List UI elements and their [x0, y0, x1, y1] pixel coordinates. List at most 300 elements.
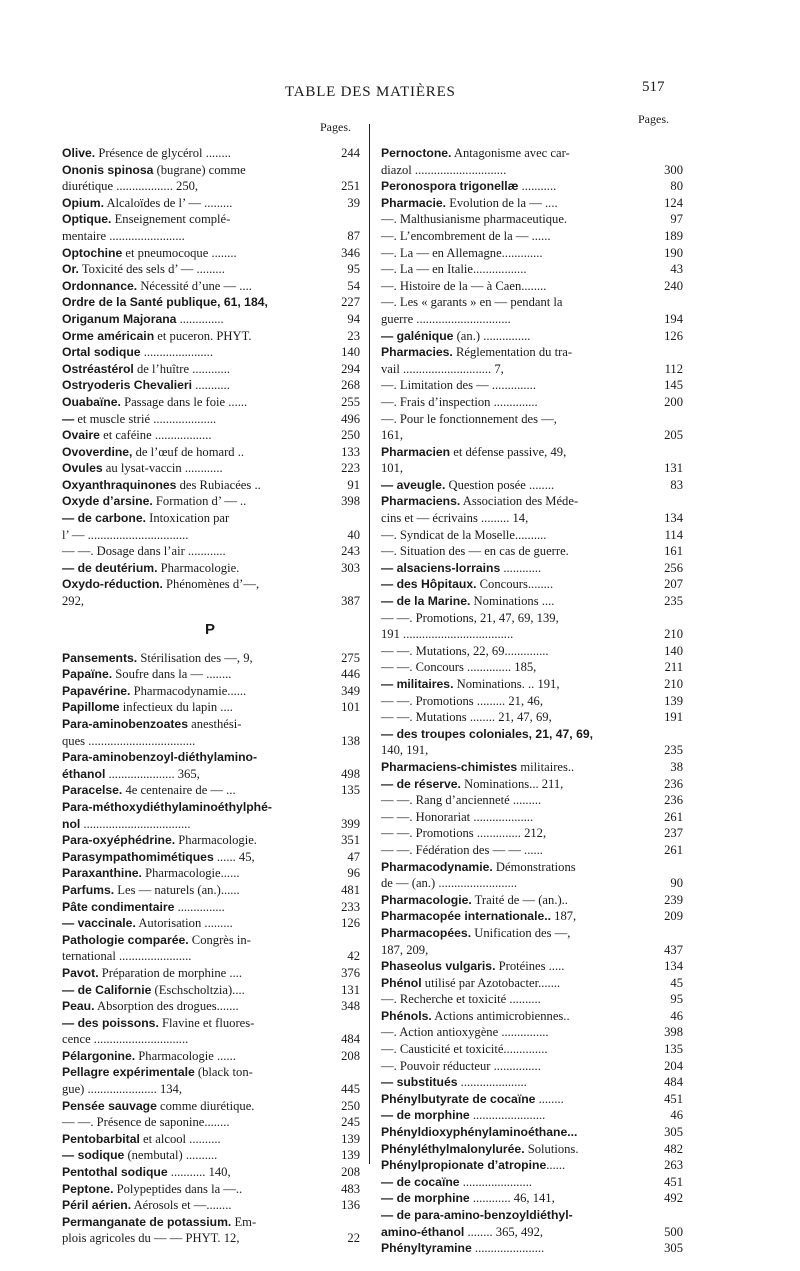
entry-text [62, 195, 232, 212]
entry-detail: comme diurétique. [156, 1098, 255, 1113]
entry-text [62, 245, 237, 262]
index-entry [381, 776, 683, 793]
index-entry [62, 849, 358, 866]
entry-text [381, 311, 511, 328]
entry-page-number: 134 [664, 511, 683, 526]
entry-text [381, 1041, 548, 1058]
entry-text [381, 759, 574, 776]
entry-detail: Nécessité d’une — .... [137, 278, 252, 293]
entry-detail: Evolution de la — .... [446, 195, 558, 210]
entry-detail: Aérosols et —........ [131, 1198, 232, 1213]
entry-detail: ...................... [471, 1241, 545, 1256]
entry-headword: Paracelse. [62, 783, 123, 798]
entry-text [381, 560, 541, 577]
entry-text [381, 411, 557, 428]
index-entry [62, 560, 358, 577]
pages-label-left: Pages. [320, 120, 351, 134]
entry-headword: Ovaire [62, 428, 100, 443]
entry-detail: infectieux du lapin .... [119, 700, 233, 715]
entry-page-number: 205 [664, 428, 683, 443]
entry-page-number: 256 [664, 560, 683, 575]
entry-text [381, 245, 543, 262]
entry-detail: Stérilisation des —, 9, [137, 650, 253, 665]
entry-text [381, 975, 560, 992]
index-entry [62, 493, 358, 510]
entry-page-number: 237 [664, 826, 683, 841]
entry-page-number: 191 [664, 710, 683, 725]
index-entry [381, 709, 683, 726]
entry-detail: et muscle strié .................... [74, 411, 217, 426]
entry-page-number: 207 [664, 577, 683, 592]
entry-page-number: 42 [347, 949, 360, 964]
entry-detail: Concours........ [476, 577, 554, 592]
entry-text [381, 361, 504, 378]
entry-text [381, 460, 403, 477]
entry-text [381, 610, 559, 627]
index-entry [381, 726, 677, 743]
entry-page-number: 40 [347, 527, 360, 542]
entry-text [62, 699, 233, 716]
entry-page-number: 208 [341, 1165, 360, 1180]
index-entry [381, 377, 683, 394]
entry-page-number: 244 [341, 146, 360, 160]
index-entry [62, 328, 358, 345]
entry-text [62, 1197, 232, 1214]
entry-text [381, 1024, 549, 1041]
entry-text [62, 178, 198, 195]
entry-headword: — aveugle. [381, 477, 446, 492]
entry-detail: —. Causticité et toxicité.............. [381, 1042, 548, 1057]
entry-page-number: 445 [341, 1082, 360, 1097]
entry-detail: ...... 45, [213, 849, 255, 864]
entry-page-number: 275 [341, 650, 360, 665]
entry-page-number: 351 [341, 833, 360, 848]
entry-detail: ques .................................. [62, 733, 196, 748]
entry-page-number: 95 [347, 262, 360, 277]
entry-detail: au lysat-vaccin ............ [102, 461, 223, 476]
entry-text [62, 982, 245, 999]
entry-text [381, 659, 536, 676]
index-entry [381, 444, 677, 461]
entry-headword: Ostryoderis Chevalieri [62, 378, 193, 393]
entry-headword: Peau. [62, 999, 95, 1014]
entry-text [62, 865, 240, 882]
index-entry [381, 510, 683, 527]
column-divider [369, 124, 370, 1164]
entry-detail: Solutions. [524, 1141, 579, 1156]
index-entry [381, 593, 683, 610]
entry-text [62, 477, 261, 494]
index-entry [381, 925, 677, 942]
entry-page-number: 236 [664, 793, 683, 808]
entry-headword: Papaïne. [62, 667, 113, 682]
entry-text [381, 925, 570, 942]
index-entry [62, 245, 358, 262]
entry-text [381, 444, 566, 461]
entry-headword: — de morphine [381, 1191, 470, 1206]
index-entry [62, 361, 358, 378]
entry-detail: — —. Promotions ......... 21, 46, [381, 693, 543, 708]
entry-text [381, 792, 541, 809]
entry-page-number: 133 [341, 444, 360, 459]
entry-detail: gue) ...................... 134, [62, 1082, 182, 1097]
entry-text [62, 1048, 236, 1065]
entry-text [381, 261, 527, 278]
entry-detail: (bugrane) comme [153, 162, 246, 177]
entry-detail: Les — naturels (an.)...... [114, 882, 240, 897]
entry-detail: ...................... [140, 345, 213, 360]
index-entry [62, 1064, 358, 1081]
entry-detail: de l’huître ............ [133, 361, 230, 376]
entry-page-number: 446 [341, 667, 360, 682]
entry-text [62, 1031, 188, 1048]
entry-page-number: 261 [664, 842, 683, 857]
entry-page-number: 492 [664, 1191, 683, 1206]
entry-page-number: 22 [347, 1231, 360, 1246]
entry-text [381, 942, 428, 959]
entry-page-number: 90 [670, 876, 683, 891]
index-entry [62, 699, 358, 716]
entry-text [381, 626, 513, 643]
index-entry [381, 842, 683, 859]
entry-text [381, 178, 556, 195]
entry-text [62, 361, 230, 378]
entry-headword: — de morphine [381, 1108, 470, 1123]
entry-detail: Antagonisme avec car- [451, 146, 570, 160]
index-entry [62, 832, 358, 849]
index-entry [381, 676, 683, 693]
entry-page-number: 481 [341, 882, 360, 897]
index-entry [62, 294, 358, 311]
entry-headword: — [62, 411, 75, 426]
entry-detail: ........... 140, [167, 1165, 231, 1180]
entry-page-number: 47 [347, 849, 360, 864]
section-letter: P [204, 620, 215, 638]
entry-page-number: 243 [341, 544, 360, 559]
index-entry [62, 1098, 358, 1115]
entry-page-number: 43 [670, 262, 683, 277]
entry-headword: Ovoverdine, [62, 444, 133, 459]
index-entry [381, 178, 683, 195]
entry-detail: ........ [535, 1091, 564, 1106]
entry-page-number: 54 [347, 278, 360, 293]
index-entry [62, 865, 358, 882]
entry-headword: Ordre de la Santé publique, 61, 184, [62, 295, 268, 310]
index-entry [381, 361, 683, 378]
entry-detail: 191 ................................... [381, 627, 514, 642]
entry-text [62, 493, 246, 510]
index-entry [62, 211, 358, 228]
entry-text [381, 1190, 555, 1207]
entry-detail: (black ton- [194, 1065, 253, 1080]
entry-page-number: 236 [664, 776, 683, 791]
index-entry [62, 162, 358, 179]
entry-text [62, 799, 272, 816]
entry-headword: Pellagre expérimentale [62, 1065, 195, 1080]
entry-text [381, 427, 403, 444]
entry-page-number: 97 [670, 212, 683, 227]
entry-detail: 187, 209, [381, 942, 429, 957]
index-entry [381, 1224, 683, 1241]
entry-page-number: 210 [664, 677, 683, 691]
entry-headword: Pernoctone. [381, 146, 452, 160]
index-entry [381, 958, 683, 975]
index-entry [381, 477, 683, 494]
entry-text [381, 527, 546, 544]
entry-detail: Enseignement complé- [111, 212, 231, 227]
entry-detail: (Eschscholtzia).... [151, 982, 245, 997]
entry-detail: Nominations. .. 191, [453, 677, 560, 691]
entry-text [381, 195, 558, 212]
index-entry [62, 394, 358, 411]
entry-text [62, 832, 257, 849]
entry-detail: ..................... 365, [105, 766, 200, 781]
entry-headword: Oxyde d’arsine. [62, 494, 153, 509]
entry-page-number: 46 [670, 1108, 683, 1123]
entry-detail: Em- [231, 1214, 257, 1229]
entry-detail: —. Pour le fonctionnement des —, [381, 411, 557, 426]
entry-detail: —. Malthusianisme pharmaceutique. [381, 212, 568, 227]
entry-detail: ternational ....................... [62, 949, 192, 964]
entry-detail: Flavine et fluores- [158, 1015, 255, 1030]
entry-text [62, 211, 230, 228]
entry-headword: Ovules [62, 461, 103, 476]
index-entry [62, 1081, 358, 1098]
entry-page-number: 139 [341, 1131, 360, 1146]
entry-text [381, 875, 517, 892]
entry-detail: Traité de — (an.).. [471, 892, 568, 907]
entry-headword: — de deutérium. [62, 560, 158, 575]
entry-headword: Pâte condimentaire [62, 899, 175, 914]
entry-page-number: 87 [347, 228, 360, 243]
entry-headword: Pharmacopées. [381, 925, 472, 940]
entry-text [381, 709, 552, 726]
index-entry [62, 733, 358, 750]
entry-text [62, 228, 185, 245]
entry-text [62, 932, 251, 949]
entry-text [62, 716, 242, 733]
index-entry [381, 975, 683, 992]
index-entry [62, 915, 358, 932]
entry-headword: — des Hôpitaux. [381, 577, 477, 592]
entry-detail: — —. Honorariat ................... [381, 809, 534, 824]
index-entry [381, 145, 677, 162]
index-entry [381, 311, 683, 328]
entry-text [381, 1008, 570, 1025]
entry-detail: plois agricoles du — — PHYT. 12, [62, 1231, 240, 1246]
index-entry [62, 1197, 358, 1214]
entry-detail: 140, 191, [381, 743, 429, 758]
entry-detail: — —. Dosage dans l’air ............ [62, 544, 226, 559]
index-entry [62, 228, 358, 245]
entry-headword: Pharmaciens. [381, 494, 461, 509]
entry-headword: nol [62, 816, 81, 831]
index-entry [62, 782, 358, 799]
entry-text [62, 510, 229, 527]
entry-text [381, 842, 543, 859]
entry-page-number: 91 [347, 477, 360, 492]
entry-detail: utilisé par Azotobacter....... [421, 975, 561, 990]
entry-detail: Question posée ........ [445, 477, 555, 492]
entry-detail: —. La — en Italie................. [381, 262, 527, 277]
entry-headword: Ononis spinosa [62, 162, 154, 177]
index-entry [381, 245, 683, 262]
entry-headword: Phaseolus vulgaris. [381, 959, 496, 974]
entry-headword: — galénique [381, 328, 454, 343]
index-entry [62, 444, 358, 461]
entry-detail: ........ 365, 492, [464, 1224, 544, 1239]
entry-page-number: 451 [664, 1174, 683, 1189]
entry-page-number: 161 [664, 544, 683, 559]
entry-text [381, 1157, 565, 1174]
entry-text [62, 849, 255, 866]
entry-detail: et défense passive, 49, [450, 444, 567, 459]
entry-text [62, 782, 236, 799]
entry-text [381, 958, 564, 975]
index-entry [62, 683, 358, 700]
entry-headword: Oxyanthraquinones [62, 477, 177, 492]
entry-text [62, 1081, 182, 1098]
entry-text [381, 776, 563, 793]
entry-page-number: 398 [341, 494, 360, 509]
entry-detail: Actions antimicrobiennes.. [431, 1008, 570, 1023]
entry-page-number: 95 [670, 992, 683, 1007]
entry-text [62, 749, 257, 766]
index-entry [62, 460, 358, 477]
entry-detail: — —. Concours .............. 185, [381, 660, 537, 675]
entry-detail: mentaire ........................ [62, 228, 185, 243]
entry-text [62, 278, 252, 295]
entry-detail: — —. Mutations ........ 21, 47, 69, [381, 710, 552, 725]
index-entry [381, 626, 683, 643]
entry-text [381, 294, 563, 311]
entry-headword: Phénol [381, 975, 422, 990]
entry-text [381, 991, 541, 1008]
index-entry [381, 759, 683, 776]
entry-page-number: 114 [664, 527, 683, 542]
entry-text [381, 1240, 544, 1257]
entry-page-number: 305 [664, 1241, 683, 1256]
index-entry [381, 543, 683, 560]
entry-detail: cins et — écrivains ......... 14, [381, 511, 529, 526]
index-entry [381, 527, 683, 544]
entry-detail: ....................... [469, 1108, 546, 1123]
entry-page-number: 255 [341, 394, 360, 409]
entry-text [381, 1174, 532, 1191]
entry-detail: —. Frais d’inspection .............. [381, 394, 538, 409]
entry-text [381, 693, 543, 710]
entry-detail: — —. Promotions, 21, 47, 69, 139, [381, 610, 559, 625]
entry-text [381, 892, 568, 909]
entry-page-number: 200 [664, 394, 683, 409]
entry-text [381, 1141, 578, 1158]
entry-text [381, 859, 576, 876]
entry-text [62, 1181, 242, 1198]
entry-page-number: 346 [341, 245, 360, 260]
entry-detail: diazol ............................. [381, 162, 507, 177]
entry-page-number: 451 [664, 1091, 683, 1106]
entry-detail: ............ 46, 141, [469, 1191, 555, 1206]
entry-text [381, 510, 528, 527]
entry-text [62, 1230, 239, 1247]
index-entry [62, 593, 358, 610]
index-entry [381, 875, 683, 892]
entry-detail: — —. Fédération des — — ...... [381, 842, 543, 857]
entry-page-number: 210 [664, 627, 683, 642]
entry-headword: Ortal sodique [62, 345, 141, 360]
index-entry [381, 294, 677, 311]
entry-page-number: 112 [664, 361, 683, 376]
entry-text [381, 278, 546, 295]
pages-label-right: Pages. [638, 112, 669, 126]
index-entry [62, 1181, 358, 1198]
entry-text [381, 1107, 545, 1124]
entry-detail: Pharmacologie ...... [135, 1048, 236, 1063]
index-entry [62, 1147, 358, 1164]
entry-text [381, 1124, 577, 1141]
index-entry [62, 344, 358, 361]
index-column-left [62, 145, 358, 1247]
entry-headword: Pharmacie. [381, 195, 447, 210]
entry-headword: — militaires. [381, 677, 454, 691]
entry-detail: Soufre dans la — ........ [112, 667, 232, 682]
entry-detail: — —. Rang d’ancienneté ......... [381, 793, 542, 808]
entry-page-number: 263 [664, 1158, 683, 1173]
entry-headword: Para-aminobenzoates [62, 717, 188, 731]
entry-headword: Pathologie comparée. [62, 932, 189, 947]
index-entry [381, 1240, 683, 1257]
entry-headword: — des poissons. [62, 1015, 159, 1030]
entry-detail: 4e centenaire de — ... [122, 783, 236, 798]
entry-text [62, 899, 225, 916]
index-entry [62, 1048, 358, 1065]
entry-text [381, 493, 578, 510]
entry-headword: — de réserve. [381, 776, 461, 791]
entry-headword: Papavérine. [62, 683, 131, 698]
index-entry [62, 261, 358, 278]
entry-text [381, 593, 554, 610]
index-entry [381, 493, 677, 510]
entry-page-number: 483 [341, 1181, 360, 1196]
entry-detail: de — (an.) ......................... [381, 876, 518, 891]
entry-headword: Pharmacopée internationale.. [381, 909, 552, 924]
index-entry [62, 377, 358, 394]
entry-page-number: 398 [664, 1025, 683, 1040]
entry-text [381, 344, 572, 361]
entry-page-number: 484 [664, 1075, 683, 1090]
index-entry [381, 162, 683, 179]
entry-page-number: 138 [341, 733, 360, 748]
index-entry [62, 948, 358, 965]
entry-detail: Pharmacologie. [157, 560, 240, 575]
index-entry [381, 742, 683, 759]
entry-text [381, 1074, 527, 1091]
entry-page-number: 235 [664, 594, 683, 609]
index-entry [62, 1031, 358, 1048]
entry-detail: cence .............................. [62, 1032, 189, 1047]
entry-text [62, 261, 225, 278]
entry-headword: Ouabaïne. [62, 394, 121, 409]
entry-detail: ............... [174, 899, 225, 914]
entry-headword: Phénols. [381, 1008, 432, 1023]
entry-page-number: 437 [664, 942, 683, 957]
entry-detail: —. L’encombrement de la — ...... [381, 228, 551, 243]
index-entry [62, 1230, 358, 1247]
entry-detail: ........... [518, 179, 557, 194]
entry-headword: Parfums. [62, 882, 115, 897]
index-entry [62, 195, 358, 212]
index-entry [381, 411, 677, 428]
